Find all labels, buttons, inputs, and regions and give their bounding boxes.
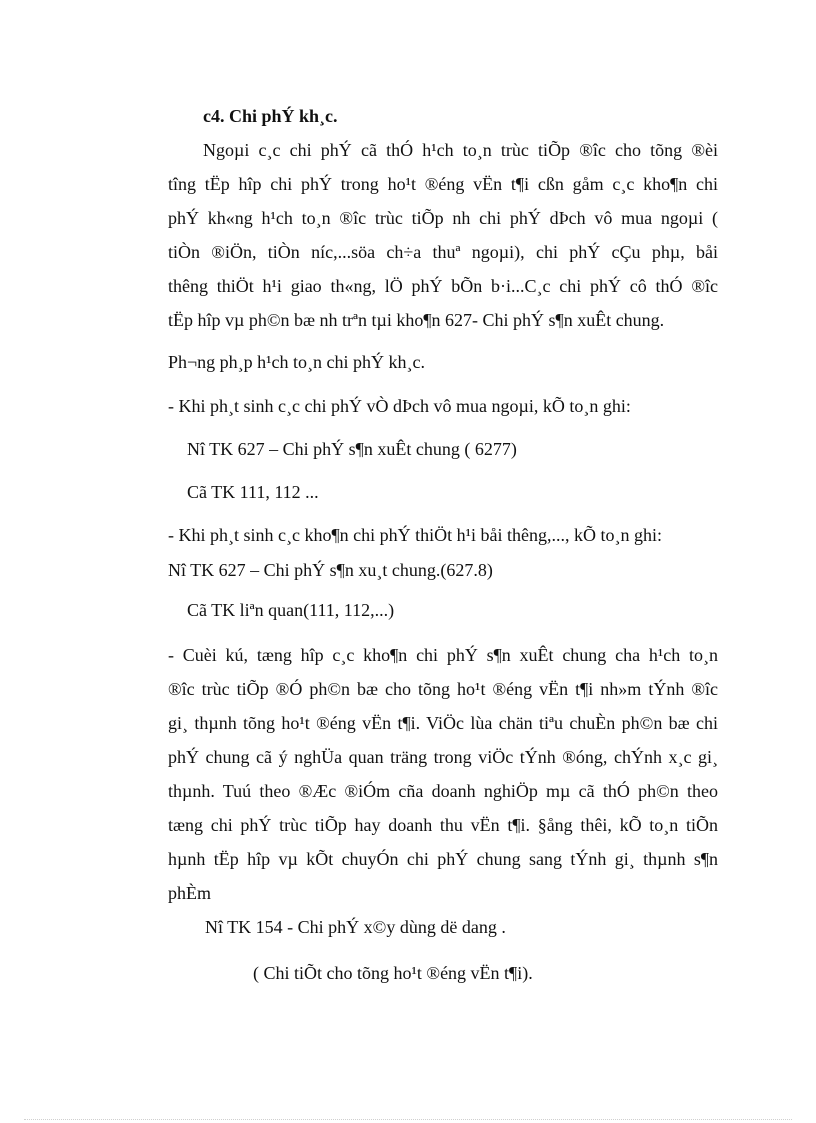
journal-credit: Cã TK liªn quan(111, 112,...) <box>187 600 395 620</box>
section-title: c4. Chi phÝ kh¸c. <box>203 106 338 126</box>
list-item: - Khi ph¸t sinh c¸c chi phÝ vÒ dÞch vô mua ngoµi, kÕ to¸n ghi: <box>168 396 631 416</box>
journal-credit: Cã TK 111, 112 ... <box>187 482 319 502</box>
paragraph-line: thêng thiÖt h¹i giao th«ng, lÖ phÝ bÕn b·i...C¸c chi phÝ cô thÓ ®îc <box>168 276 718 296</box>
paragraph-line: - Cuèi kú, tæng hîp c¸c kho¶n chi phÝ s¶n xuÊt chung cha h¹ch to¸n <box>168 645 718 665</box>
paragraph-line: tæng chi phÝ trùc tiÕp hay doanh thu vËn t¶i. §ång thêi, kÕ to¸n tiÕn <box>168 815 718 835</box>
paragraph-line: phÝ kh«ng h¹ch to¸n ®îc trùc tiÕp nh chi phÝ dÞch vô mua ngoµi ( <box>168 208 718 228</box>
paragraph-line: tËp hîp vµ ph©n bæ nh trªn tµi kho¶n 627- Chi phÝ s¶n xuÊt chung. <box>168 310 665 330</box>
paragraph-line: phÈm <box>168 883 211 903</box>
journal-note: ( Chi tiÕt cho tõng ho¹t ®éng vËn t¶i). <box>253 963 533 983</box>
paragraph-line: Ngoµi c¸c chi phÝ cã thÓ h¹ch to¸n trùc tiÕp ®îc cho tõng ®èi <box>203 140 718 160</box>
journal-debit: Nî TK 627 – Chi phÝ s¶n xu¸t chung.(627.8) <box>168 560 493 580</box>
paragraph-line: ®îc trùc tiÕp ®Ó ph©n bæ cho tõng ho¹t ®éng vËn t¶i nh»m tÝnh ®îc <box>168 679 718 699</box>
journal-debit: Nî TK 627 – Chi phÝ s¶n xuÊt chung ( 6277) <box>187 439 517 459</box>
paragraph-line: thµnh. Tuú theo ®Æc ®iÓm cña doanh nghiÖp mµ cã thÓ ph©n theo <box>168 781 718 801</box>
paragraph-line: gi¸ thµnh tõng ho¹t ®éng vËn t¶i. ViÖc lùa chän tiªu chuÈn ph©n bæ chi <box>168 713 718 733</box>
paragraph-line: phÝ chung cã ý nghÜa quan träng trong viÖc tÝnh ®óng, chÝnh x¸c gi¸ <box>168 747 718 767</box>
journal-debit: Nî TK 154 - Chi phÝ x©y dùng dë dang . <box>205 917 506 937</box>
paragraph-line: hµnh tËp hîp vµ kÕt chuyÓn chi phÝ chung sang tÝnh gi¸ thµnh s¶n <box>168 849 718 869</box>
page-bottom-rule <box>24 1119 792 1120</box>
paragraph-line: tîng tËp hîp chi phÝ trong ho¹t ®éng vËn t¶i cßn gåm c¸c kho¶n chi <box>168 174 718 194</box>
method-heading: Ph¬ng ph¸p h¹ch to¸n chi phÝ kh¸c. <box>168 352 426 372</box>
list-item: - Khi ph¸t sinh c¸c kho¶n chi phÝ thiÖt h¹i båi thêng,..., kÕ to¸n ghi: <box>168 525 662 545</box>
paragraph-line: tiÒn ®iÖn, tiÒn níc,...söa ch÷a thuª ngoµi), chi phÝ cÇu phµ, båi <box>168 242 718 262</box>
